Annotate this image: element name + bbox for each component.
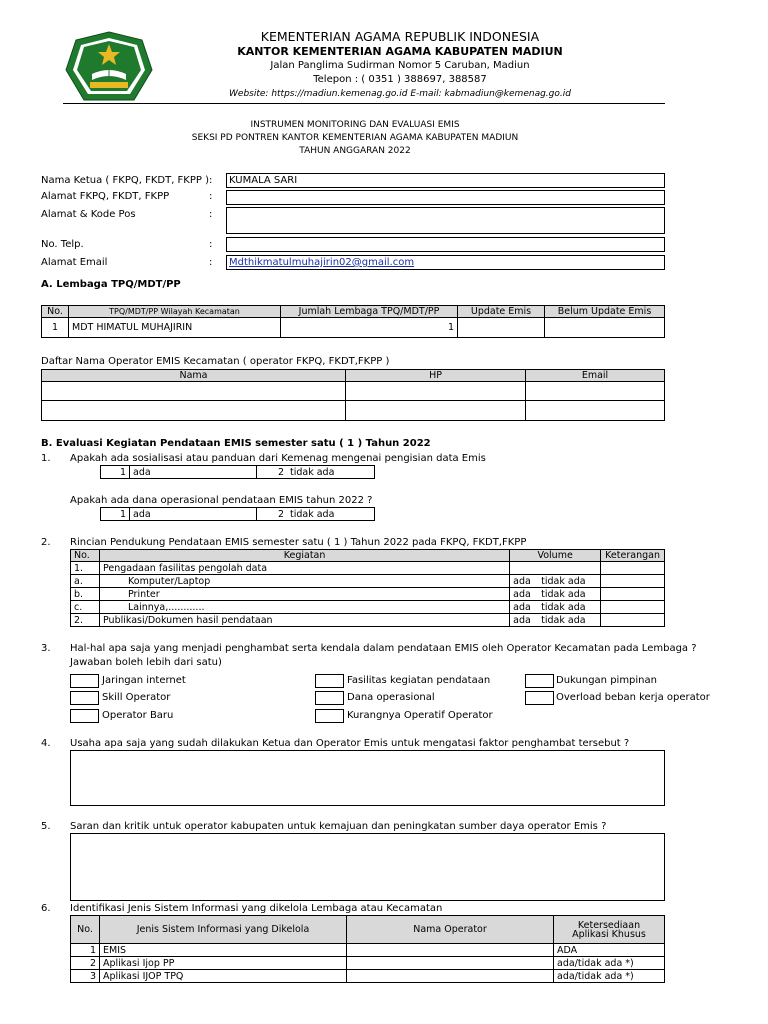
cell-no: 1. [71, 562, 100, 575]
q2-text: Rincian Pendukung Pendataan EMIS semester satu ( 1 ) Tahun 2022 pada FKPQ, FKDT,FKPP [70, 537, 527, 548]
q5-text: Saran dan kritik untuk operator kabupaten untuk kemajuan dan peningkatan sumber daya operator Emis ? [70, 821, 607, 832]
cell-ketersediaan[interactable]: ADA [554, 944, 665, 957]
cell-email[interactable] [526, 382, 665, 401]
cell-jumlah: 1 [281, 318, 458, 338]
opt-num: 1 [101, 508, 130, 521]
cell-kegiatan: Pengadaan fasilitas pengolah data [100, 562, 510, 575]
cell-ketersediaan[interactable]: ada/tidak ada *) [554, 957, 665, 970]
q5-answer-box[interactable] [70, 833, 665, 901]
q6-text: Identifikasi Jenis Sistem Informasi yang dikelola Lembaga atau Kecamatan [70, 903, 443, 914]
colon: : [209, 257, 213, 268]
header-divider [63, 103, 665, 104]
opt-num: 1 [101, 466, 130, 479]
checkbox-label: Operator Baru [102, 710, 174, 721]
q4-text: Usaha apa saja yang sudah dilakukan Ketua dan Operator Emis untuk mengatasi faktor penghambat tersebut ? [70, 738, 630, 749]
checkbox-label: Dukungan pimpinan [556, 675, 657, 686]
col-volume: Volume [510, 550, 601, 562]
cell-tidak-ada[interactable]: tidak ada [538, 588, 601, 601]
cell-kegiatan: Publikasi/Dokumen hasil pendataan [100, 614, 510, 627]
opt-ada[interactable]: ada [130, 508, 257, 521]
q6-number: 6. [41, 903, 51, 914]
cell-no: 1 [42, 318, 69, 338]
field-alamat-kodepos[interactable] [226, 207, 665, 234]
cell-email[interactable] [526, 401, 665, 421]
field-alamat-fkpq[interactable] [226, 190, 665, 205]
doc-title-3: TAHUN ANGGARAN 2022 [299, 146, 411, 156]
table-row [71, 575, 665, 588]
col-belum: Belum Update Emis [545, 306, 665, 318]
col-no: No. [42, 306, 69, 318]
cell-keterangan[interactable] [601, 601, 665, 614]
field-email[interactable] [226, 255, 665, 270]
cell-no: 2 [71, 957, 100, 970]
cell-update[interactable] [458, 318, 545, 338]
col-ketersediaan: Ketersediaan Aplikasi Khusus [554, 916, 665, 944]
col-keterangan: Keterangan [601, 550, 665, 562]
colon: : [209, 239, 213, 250]
field-nama-ketua[interactable]: KUMALA SARI [226, 173, 665, 188]
section-b-heading: B. Evaluasi Kegiatan Pendataan EMIS semester satu ( 1 ) Tahun 2022 [41, 438, 431, 449]
table-row [42, 318, 665, 338]
cell-no: 3 [71, 970, 100, 983]
operator-table [41, 369, 665, 421]
cell-no: 2. [71, 614, 100, 627]
operator-title: Daftar Nama Operator EMIS Kecamatan ( operator FKPQ, FKDT,FKPP ) [41, 356, 390, 367]
label-alamat-kodepos: Alamat & Kode Pos [41, 209, 136, 220]
col-jumlah: Jumlah Lembaga TPQ/MDT/PP [281, 306, 458, 318]
cell-tidak-ada[interactable]: tidak ada [538, 601, 601, 614]
cell-ada[interactable]: ada [510, 588, 539, 601]
cell-keterangan[interactable] [601, 562, 665, 575]
table-row [42, 382, 665, 401]
cell-tidak-ada[interactable]: tidak ada [538, 614, 601, 627]
table-row [71, 957, 665, 970]
header-ministry: KEMENTERIAN AGAMA REPUBLIK INDONESIA [260, 29, 540, 44]
label-telp: No. Telp. [41, 239, 84, 250]
cell-kegiatan: Komputer/Laptop [100, 575, 510, 588]
checkbox-label: Overload beban kerja operator [556, 692, 710, 703]
colon: : [209, 209, 213, 220]
q3-note: Jawaban boleh lebih dari satu) [70, 657, 222, 668]
cell-operator[interactable] [347, 957, 554, 970]
cell-no: 1 [71, 944, 100, 957]
table-row [71, 562, 665, 575]
cell-kegiatan: Printer [100, 588, 510, 601]
doc-title-2: SEKSI PD PONTREN KANTOR KEMENTERIAN AGAMA KABUPATEN MADIUN [191, 133, 519, 143]
col-jenis: Jenis Sistem Informasi yang Dikelola [100, 916, 347, 944]
q1-number: 1. [41, 453, 51, 464]
cell-operator[interactable] [347, 944, 554, 957]
cell-wilayah: MDT HIMATUL MUHAJIRIN [69, 318, 281, 338]
checkbox-label: Jaringan internet [102, 675, 186, 686]
cell-jenis: Aplikasi IJOP TPQ [100, 970, 347, 983]
col-kegiatan: Kegiatan [100, 550, 510, 562]
table-row [71, 970, 665, 983]
lembaga-table [41, 305, 665, 338]
cell-tidak-ada[interactable]: tidak ada [538, 575, 601, 588]
label-nama-ketua: Nama Ketua ( FKPQ, FKDT, FKPP ): [41, 175, 213, 186]
checkbox-label: Kurangnya Operatif Operator [347, 710, 493, 721]
q1-text: Apakah ada sosialisasi atau panduan dari Kemenag mengenai pengisian data Emis [70, 453, 486, 464]
header-website: Website: https://madiun.kemenag.go.id E-mail: kabmadiun@kemenag.go.id [229, 89, 571, 99]
col-operator: Nama Operator [347, 916, 554, 944]
header-phone: Telepon : ( 0351 ) 388697, 388587 [313, 74, 487, 85]
col-email: Email [526, 370, 665, 382]
table-row [71, 588, 665, 601]
rincian-table [70, 549, 665, 627]
cell-hp[interactable] [346, 382, 526, 401]
checkbox-dana[interactable] [315, 691, 344, 705]
colon: : [209, 191, 213, 202]
label-alamat-fkpq: Alamat FKPQ, FKDT, FKPP [41, 191, 170, 202]
q3-text: Hal-hal apa saja yang menjadi penghambat serta kendala dalam pendataan EMIS oleh Operator Kecamatan pada Lembaga ? [70, 643, 697, 654]
sistem-info-table [70, 915, 665, 983]
opt-tidak-ada[interactable]: tidak ada [287, 508, 375, 521]
checkbox-label: Skill Operator [102, 692, 171, 703]
q4-number: 4. [41, 738, 51, 749]
checkbox-label: Dana operasional [347, 692, 435, 703]
cell-keterangan[interactable] [601, 614, 665, 627]
cell-ada[interactable]: ada [510, 614, 539, 627]
checkbox-dukungan[interactable] [525, 674, 554, 688]
q1-options [100, 465, 375, 479]
cell-kegiatan: Lainnya,............ [100, 601, 510, 614]
col-nama: Nama [42, 370, 346, 382]
cell-ada[interactable]: ada [510, 601, 539, 614]
table-row [71, 614, 665, 627]
cell-keterangan[interactable] [601, 588, 665, 601]
q5-number: 5. [41, 821, 51, 832]
col-no: No. [71, 916, 100, 944]
kemenag-logo [64, 30, 154, 104]
cell-operator[interactable] [347, 970, 554, 983]
email-link[interactable]: Mdthikmatulmuhajirin02@gmail.com [229, 257, 415, 268]
q2-number: 2. [41, 537, 51, 548]
table-row [71, 944, 665, 957]
opt-tidak-ada[interactable]: tidak ada [287, 466, 375, 479]
col-no: No. [71, 550, 100, 562]
opt-num: 2 [257, 466, 288, 479]
checkbox-operator-baru[interactable] [70, 709, 99, 723]
q4-answer-box[interactable] [70, 750, 665, 806]
col-update: Update Emis [458, 306, 545, 318]
cell-nama[interactable] [42, 382, 346, 401]
cell-jenis: Aplikasi Ijop PP [100, 957, 347, 970]
q1b-text: Apakah ada dana operasional pendataan EMIS tahun 2022 ? [70, 495, 373, 506]
table-row [42, 401, 665, 421]
field-telp[interactable] [226, 237, 665, 252]
cell-keterangan[interactable] [601, 575, 665, 588]
cell-volume [510, 562, 601, 575]
label-email: Alamat Email [41, 257, 108, 268]
cell-belum[interactable] [545, 318, 665, 338]
cell-jenis: EMIS [100, 944, 347, 957]
cell-nama[interactable] [42, 401, 346, 421]
checkbox-skill[interactable] [70, 691, 99, 705]
col-hp: HP [346, 370, 526, 382]
checkbox-label: Fasilitas kegiatan pendataan [347, 675, 491, 686]
checkbox-kurangnya[interactable] [315, 709, 344, 723]
header-address: Jalan Panglima Sudirman Nomor 5 Caruban, Madiun [270, 60, 530, 71]
table-row [71, 601, 665, 614]
checkbox-jaringan[interactable] [70, 674, 99, 688]
q1b-options [100, 507, 375, 521]
col-wilayah: TPQ/MDT/PP Wilayah Kecamatan [69, 306, 281, 318]
section-a-heading: A. Lembaga TPQ/MDT/PP [41, 279, 181, 290]
checkbox-fasilitas[interactable] [315, 674, 344, 688]
opt-ada[interactable]: ada [130, 466, 257, 479]
header-office: KANTOR KEMENTERIAN AGAMA KABUPATEN MADIUN [237, 45, 563, 58]
checkbox-overload[interactable] [525, 691, 554, 705]
cell-sub: a. [71, 575, 100, 588]
opt-num: 2 [257, 508, 288, 521]
cell-sub: c. [71, 601, 100, 614]
cell-ketersediaan[interactable]: ada/tidak ada *) [554, 970, 665, 983]
cell-hp[interactable] [346, 401, 526, 421]
cell-ada[interactable]: ada [510, 575, 539, 588]
doc-title-1: INSTRUMEN MONITORING DAN EVALUASI EMIS [250, 120, 460, 130]
q3-number: 3. [41, 643, 51, 654]
cell-sub: b. [71, 588, 100, 601]
